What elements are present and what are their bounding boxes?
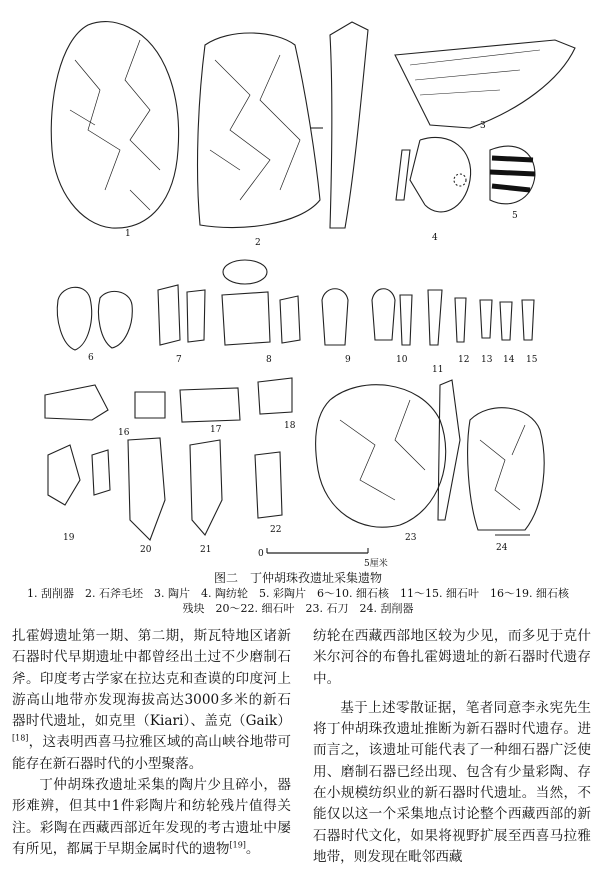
artifact-6-core	[57, 287, 91, 350]
svg-text:11: 11	[432, 365, 444, 375]
artifact-9-core	[322, 289, 348, 345]
svg-text:19: 19	[63, 533, 75, 543]
svg-text:3: 3	[480, 121, 486, 131]
artifact-2-axe-blank	[198, 33, 320, 228]
artifact-4-spindle-whorl	[420, 137, 471, 211]
artifact-19-fragment	[48, 445, 80, 505]
svg-text:6: 6	[88, 353, 94, 363]
artifact-1-scraper	[51, 22, 178, 229]
artifact-8-core	[222, 292, 270, 345]
scale-unit-label: 5厘米	[364, 559, 388, 569]
svg-text:24: 24	[496, 543, 508, 553]
artifact-18-fragment	[258, 378, 292, 414]
svg-text:5: 5	[512, 211, 518, 221]
paragraph: 基于上述零散证据，笔者同意李永宪先生将丁仲胡珠孜遗址推断为新石器时代遗存。进而言之，该遗址可能代表了一种细石器广泛使用、磨制石器已经出现、包含有少量彩陶、存在小规模纺织业的新石器时代遗址。当然，不能仅以这一个采集地点讨论整个西藏西部的新石器时代文化，如果将视野扩展至西喜马拉雅地带，则发现在毗邻西藏	[313, 699, 591, 865]
artifact-20-blade	[128, 438, 165, 540]
svg-text:18: 18	[284, 421, 296, 431]
svg-text:15: 15	[526, 355, 538, 365]
svg-text:4: 4	[432, 233, 438, 243]
svg-text:20: 20	[140, 545, 152, 555]
svg-text:23: 23	[405, 533, 417, 543]
artifact-22-blade	[255, 452, 282, 518]
svg-text:13: 13	[481, 355, 493, 365]
svg-text:8: 8	[266, 355, 272, 365]
paragraph: 扎霍姆遗址第一期、第二期，斯瓦特地区诸新石器时代早期遗址中都曾经出土过不少磨制石斧。印度考古学家在拉达克和查谟的印度河上游高山地带亦发现海拔高达3000多米的新石器时代遗址，如克里（Kiari）、盖克（Gaik）[18]，这表明西喜马拉雅区域的高山峡谷地带可能存在新石器时代的小型聚落。	[12, 628, 291, 772]
artifact-23-stone-knife	[316, 385, 446, 527]
artifact-12-blade	[455, 298, 466, 342]
svg-text:10: 10	[396, 355, 408, 365]
figure-caption-line-1: 1. 刮削器 2. 石斧毛坯 3. 陶片 4. 陶纺轮 5. 彩陶片 6～10. 细石核 11～15. 细石叶 16～19. 细石核	[27, 587, 569, 600]
artifact-15-blade	[522, 300, 534, 340]
svg-text:9: 9	[345, 355, 351, 365]
artifact-10-core	[372, 289, 395, 340]
svg-text:12: 12	[458, 355, 470, 365]
artifact-11-blade	[428, 290, 442, 345]
svg-text:14: 14	[503, 355, 515, 365]
svg-text:7: 7	[176, 355, 182, 365]
svg-text:17: 17	[210, 425, 222, 435]
artifact-16-fragment	[45, 385, 108, 420]
svg-text:16: 16	[118, 428, 130, 438]
artifact-21-blade	[190, 440, 222, 535]
right-text-column	[313, 626, 591, 868]
artifact-3-sherd	[395, 40, 575, 128]
artifact-17-fragment	[180, 388, 240, 422]
left-text-column	[12, 626, 291, 860]
artifact-14-blade	[500, 302, 512, 340]
artifact-24-scraper	[468, 408, 544, 530]
scale-zero-label: 0	[258, 549, 264, 559]
artifact-6-core-b	[99, 291, 133, 348]
svg-text:2: 2	[255, 238, 261, 248]
svg-text:1: 1	[125, 229, 131, 239]
artifact-7-core	[158, 285, 180, 345]
figure-caption-line-2: 残块 20～22. 细石叶 23. 石刀 24. 刮削器	[182, 602, 414, 615]
svg-text:22: 22	[270, 525, 282, 535]
artifact-13-blade	[480, 300, 492, 338]
paragraph: 纺轮在西藏西部地区较为少见，而多见于克什米尔河谷的布鲁扎霍姆遗址的新石器时代遗存中。	[313, 628, 591, 687]
paragraph: 丁仲胡珠孜遗址采集的陶片少且碎小，器形难辨，但其中1件彩陶片和纺轮残片值得关注。彩陶在西藏西部近年发现的考古遗址中屡有所见，都属于早期金属时代的遗物[19]。	[12, 777, 291, 857]
svg-text:21: 21	[200, 545, 212, 555]
figure-title: 图二 丁仲胡珠孜遗址采集遗物	[213, 571, 382, 585]
